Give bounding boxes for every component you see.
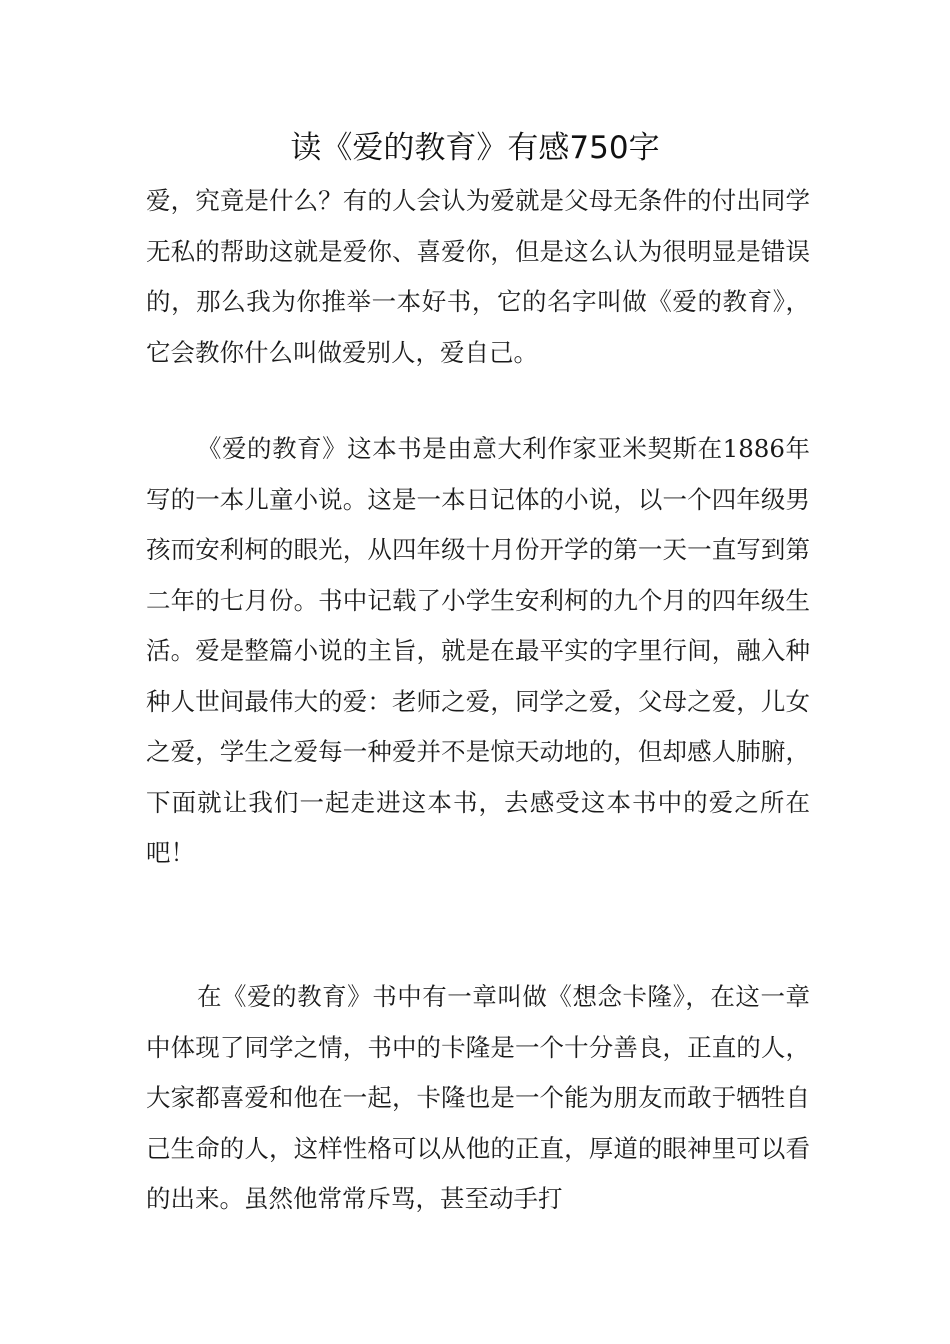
paragraph-3: 在《爱的教育》书中有一章叫做《想念卡隆》，在这一章中体现了同学之情，书中的卡隆是一个十分善良，正直的人，大家都喜爱和他在一起，卡隆也是一个能为朋友而敢于牺牲自己生命的人，这样性格可以从他的正直，厚道的眼神里可以看的出来。虽然他常常斥骂，甚至动手打 bbox=[146, 982, 810, 1213]
paragraph-2: 《爱的教育》这本书是由意大利作家亚米契斯在1886年写的一本儿童小说。这是一本日记体的小说，以一个四年级男孩而安利柯的眼光，从四年级十月份开学的第一天一直写到第二年的七月份。书中记载了小学生安利柯的九个月的四年级生活。爱是整篇小说的主旨，就是在最平实的字里行间，融入种种人世间最伟大的爱：老师之爱，同学之爱，父母之爱，儿女之爱，学生之爱每一种爱并不是惊天动地的，但却感人肺腑，下面就让我们一起走进这本书，去感受这本书中的爱之所在吧！ bbox=[146, 434, 810, 867]
paragraph-1: 爱，究竟是什么？有的人会认为爱就是父母无条件的付出同学无私的帮助这就是爱你、喜爱你，但是这么认为很明显是错误的，那么我为你推举一本好书，它的名字叫做《爱的教育》，它会教你什么叫做爱别人，爱自己。 bbox=[146, 186, 810, 367]
document-title: 读《爱的教育》有感750字 bbox=[290, 130, 660, 166]
